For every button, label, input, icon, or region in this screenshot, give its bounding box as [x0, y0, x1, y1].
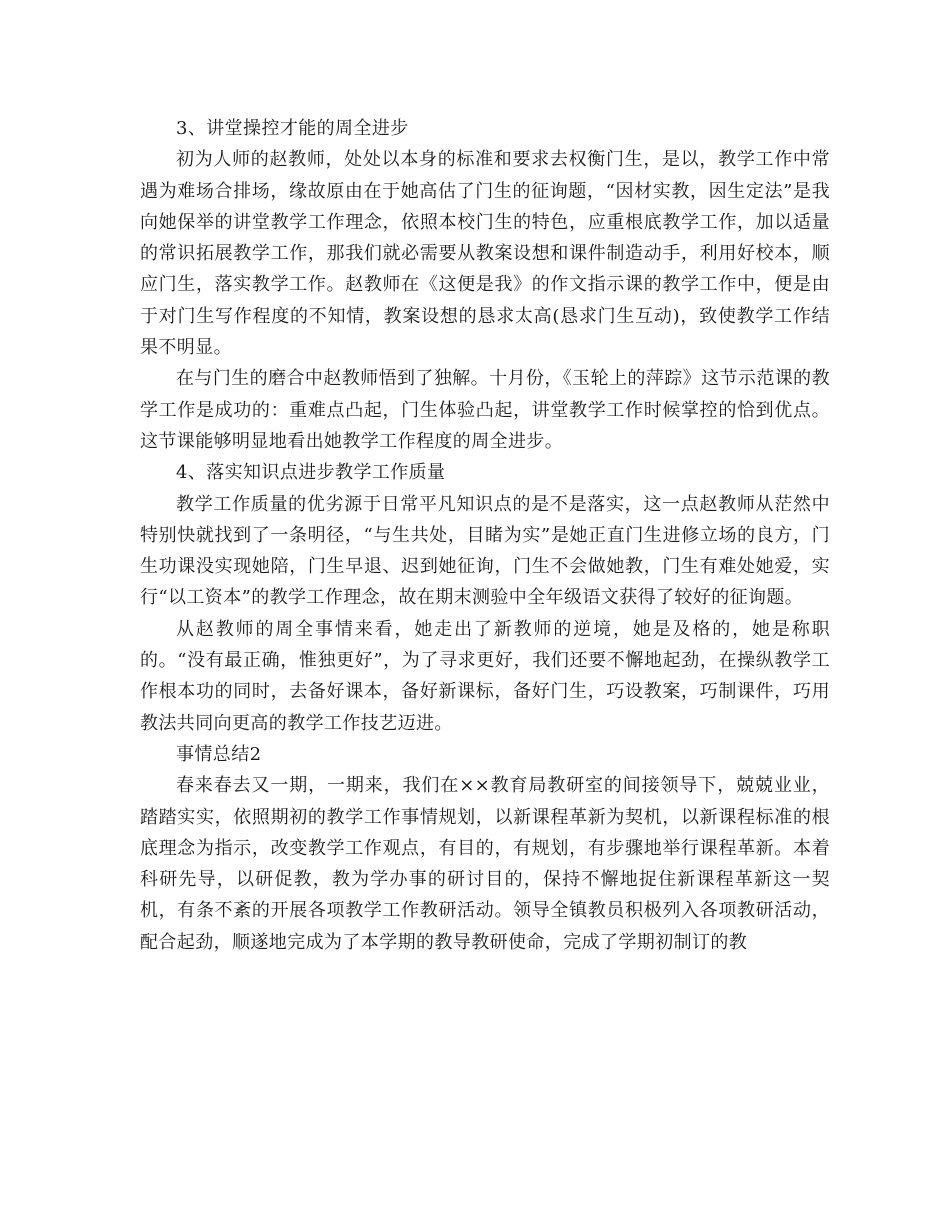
- paragraph: 春来春去又一期，一期来，我们在××教育局教研室的间接领导下，兢兢业业，踏踏实实，依照期初的教学工作事情规划，以新课程革新为契机，以新课程标准的根底理念为指示，改变教学工作观点，有目的，有规划，有步骤地举行课程革新。本着科研先导，以研促教，教为学办事的研讨目的，保持不懈地捉住新课程革新这一契机，有条不紊的开展各项教学工作教研活动。领导全镇教员积极列入各项教研活动，配合起劲，顺遂地完成为了本学期的教导教研使命，完成了学期初制订的教: [140, 775, 830, 953]
- section-heading-4: 4、落实知识点进步教学工作质量: [176, 462, 446, 484]
- section-heading-summary-2: 事情总结2: [176, 743, 262, 765]
- section-heading-3: 3、讲堂操控才能的周全进步: [176, 118, 409, 139]
- paragraph: 在与门生的磨合中赵教师悟到了独解。十月份，《玉轮上的萍踪》这节示范课的教学工作是成功的：重难点凸起，门生体验凸起，讲堂教学工作时候掌控的恰到优点。这节课能够明显地看出她教学工作程度的周全进步。: [140, 368, 830, 452]
- paragraph: 从赵教师的周全事情来看，她走出了新教师的逆境，她是及格的，她是称职的。“没有最正确，惟独更好”，为了寻求更好，我们还要不懈地起劲，在操纵教学工作根本功的同时，去备好课本，备好新课标，备好门生，巧设教案，巧制课件，巧用教法共同向更高的教学工作技艺迈进。: [140, 618, 830, 734]
- paragraph: 教学工作质量的优劣源于日常平凡知识点的是不是落实，这一点赵教师从茫然中特别快就找到了一条明径，“与生共处，目睹为实”是她正直门生进修立场的良方，门生功课没实现她陪，门生早退、迟到她征询，门生不会做她教，门生有难处她爱，实行“以工资本”的教学工作理念，故在期末测验中全年级语文获得了较好的征询题。: [140, 493, 830, 609]
- paragraph: 初为人师的赵教师，处处以本身的标准和要求去权衡门生，是以，教学工作中常遇为难场合排场，缘故原由在于她高估了门生的征询题，“因材实教，因生定法”是我向她保举的讲堂教学工作理念，依照本校门生的特色，应重根底教学工作，加以适量的常识拓展教学工作，那我们就必需要从教案设想和课件制造动手，利用好校本，顺应门生，落实教学工作。赵教师在《这便是我》的作文指示课的教学工作中，便是由于对门生写作程度的不知情，教案设想的恳求太高(恳求门生互动)，致使教学工作结果不明显。: [140, 149, 830, 359]
- document-page: [140, 113, 830, 958]
